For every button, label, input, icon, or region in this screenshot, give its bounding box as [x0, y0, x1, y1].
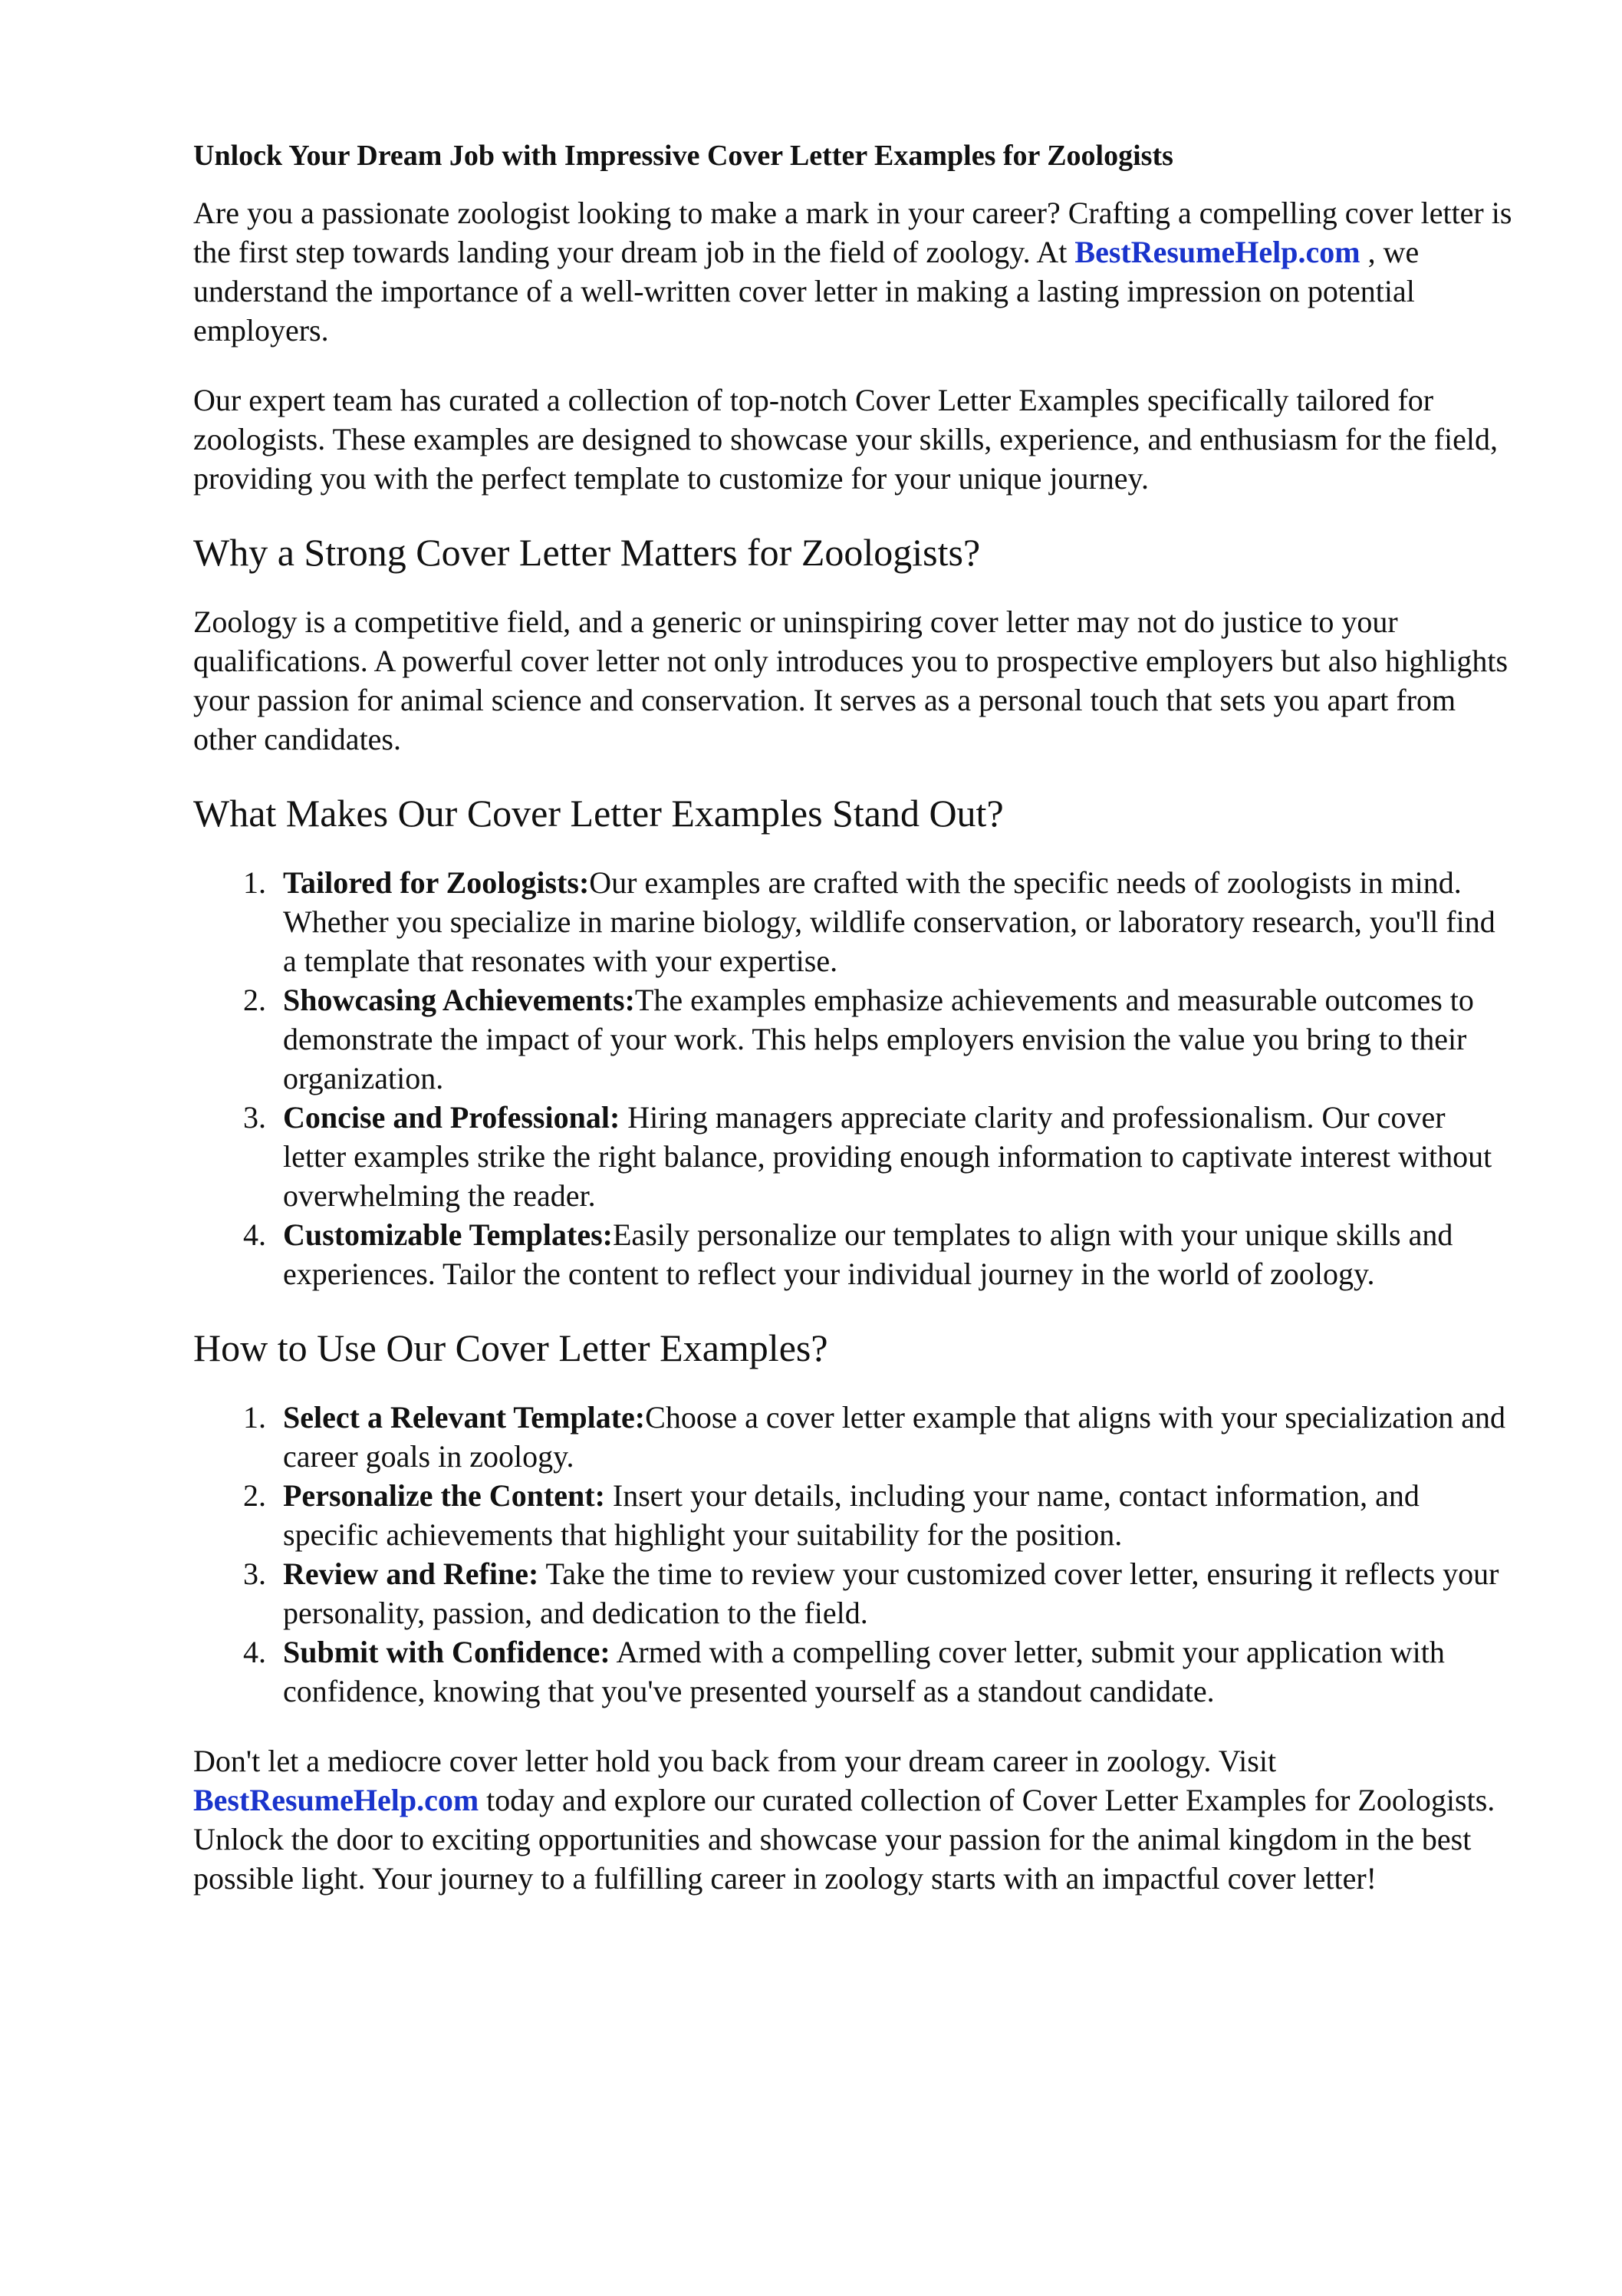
list-item-text: Easily personalize our templates to align with your unique skills and experiences. Tailor the content to reflect your individual journey in the world of zoology. — [283, 1217, 1453, 1291]
list-item-text: Armed with a compelling cover letter, submit your application with confidence, knowing that you've presented yourself as a standout candidate. — [283, 1635, 1445, 1708]
section-heading-stand-out: What Makes Our Cover Letter Examples Stand Out? — [193, 792, 1004, 835]
intro-text-before: Are you a passionate zoologist looking to make a mark in your career? Crafting a compelling cover letter is the first step towards landing your dream job in the field of zoology. At — [193, 196, 1512, 269]
list-item — [274, 980, 1515, 1098]
list-item-title: Submit with Confidence: — [283, 1635, 610, 1669]
list-item-title: Select a Relevant Template: — [283, 1400, 646, 1435]
section-heading-why: Why a Strong Cover Letter Matters for Zoologists? — [193, 531, 981, 574]
bestresumehelp-link[interactable]: BestResumeHelp.com — [1074, 235, 1360, 269]
closing-text-before: Don't let a mediocre cover letter hold you back from your dream career in zoology. Visit — [193, 1744, 1277, 1778]
section-heading-how: How to Use Our Cover Letter Examples? — [193, 1326, 828, 1369]
list-item-title: Review and Refine: — [283, 1556, 539, 1591]
list-item — [274, 1476, 1515, 1554]
list-item-text: The examples emphasize achievements and measurable outcomes to demonstrate the impact of your work. This helps employers envision the value you bring to their organization. — [283, 983, 1474, 1095]
list-item — [274, 1632, 1515, 1711]
list-item-text: Hiring managers appreciate clarity and professionalism. Our cover letter examples strike the right balance, providing enough information to captivate interest without overwhelming the reader. — [283, 1100, 1492, 1213]
how-to-list — [193, 1398, 1515, 1711]
list-item — [274, 1215, 1515, 1293]
bestresumehelp-link[interactable]: BestResumeHelp.com — [193, 1783, 479, 1817]
list-item — [274, 1398, 1515, 1476]
intro-paragraph-2: Our expert team has curated a collection of top-notch Cover Letter Examples specifically tailored for zoologists. These examples are designed to showcase your skills, experience, and enthusiasm for the field, providing you with the perfect template to customize for your unique journey. — [193, 383, 1499, 496]
list-item-title: Tailored for Zoologists: — [283, 865, 590, 900]
intro-paragraph-1 — [193, 193, 1515, 350]
list-item — [274, 1554, 1515, 1632]
list-item-title: Personalize the Content: — [283, 1478, 605, 1513]
stand-out-list — [193, 863, 1515, 1293]
list-item-text: Take the time to review your customized cover letter, ensuring it reflects your personality, passion, and dedication to the field. — [283, 1556, 1499, 1630]
list-item-text: Choose a cover letter example that aligns with your specialization and career goals in zoology. — [283, 1400, 1505, 1474]
closing-paragraph — [193, 1741, 1515, 1898]
closing-text-after: today and explore our curated collection of Cover Letter Examples for Zoologists. Unlock the door to exciting opportunities and showcase your passion for the animal kingdom in the best possible light. Your journey to a fulfilling career in zoology starts with an impactful cover letter! — [193, 1783, 1495, 1896]
list-item-title: Showcasing Achievements: — [283, 983, 635, 1017]
list-item-text: Our examples are crafted with the specific needs of zoologists in mind. Whether you specialize in marine biology, wildlife conservation, or laboratory research, you'll find a template that resonates with your expertise. — [283, 865, 1495, 978]
list-item-title: Concise and Professional: — [283, 1100, 620, 1135]
list-item-title: Customizable Templates: — [283, 1217, 613, 1252]
document-title: Unlock Your Dream Job with Impressive Cover Letter Examples for Zoologists — [193, 140, 1173, 172]
list-item-text: Insert your details, including your name, contact information, and specific achievements that highlight your suitability for the position. — [283, 1478, 1420, 1552]
list-item — [274, 1098, 1515, 1215]
section-why-body: Zoology is a competitive field, and a generic or uninspiring cover letter may not do justice to your qualifications. A powerful cover letter not only introduces you to prospective employers but also highlights your passion for animal science and conservation. It serves as a personal touch that sets you apart from other candidates. — [193, 604, 1508, 756]
list-item — [274, 863, 1515, 980]
intro-text-after: , we understand the importance of a well-written cover letter in making a lasting impression on potential employers. — [193, 235, 1420, 348]
